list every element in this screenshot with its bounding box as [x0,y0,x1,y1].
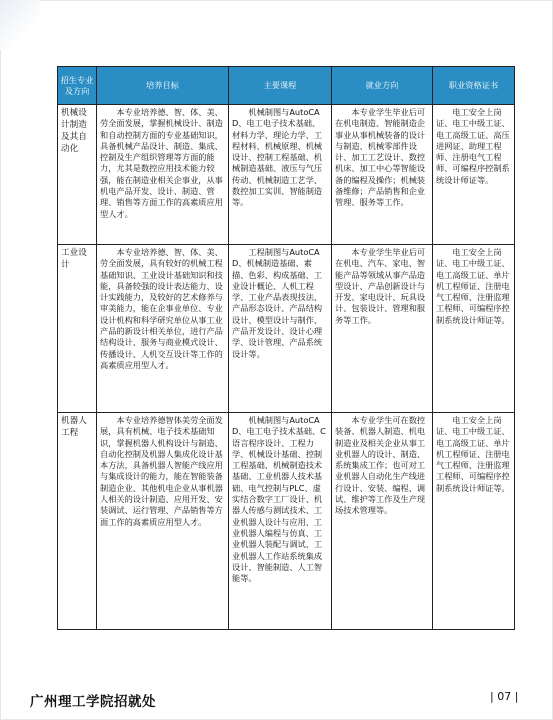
page-number: | 07 | [490,690,519,703]
courses-cell: 工程制图与AutoCAD、机械制造基础、素描、色彩、构成基础、工业设计概论、人机工程学、工业产品表现技法、产品形态设计、产品结构设计、模型设计与制作、产品开发设计、设计心理学、设计管理、产品系统设计等。 [229,245,332,413]
direction-cell: 工业设计 [58,245,97,413]
certificates-cell: 电工安全上岗证、电工中级工证、电工高级工证、单片机工程师证、注册电气工程师、注册监理工程师、可编程序控制系统设计师证等。 [433,413,515,630]
direction-cell: 机械设计制造及其自动化 [58,105,97,245]
table-row [58,105,515,245]
certificates-cell: 电工安全上岗证、电工中级工证、电工高级工证、高压进网证、助理工程师、注册电气工程师、可编程序控制系统设计师证等。 [433,105,515,245]
table-row [58,413,515,630]
courses-cell: 机械制图与AutoCAD、电工电子技术基础、C语言程序设计、工程力学、机械设计基础、控制工程基础、机械制造技术基础、工业机器人技术基础、电气控制与PLC、虚实结合数字工厂设计、机器人传感与测试技术、工业机器人设计与应用、工业机器人编程与仿真、工业机器人装配与调试、工业机器人工作站系统集成设计、智能制造、人工智能等。 [229,413,332,630]
table-row [58,245,515,413]
header-direction: 招生专业及方向 [58,67,97,105]
certificates-cell: 电工安全上岗证、电工中级工证、电工高级工证、单片机工程师证、注册电气工程师、注册监理工程师、可编程序控制系统设计师证等。 [433,245,515,413]
goals-cell: 本专业培养德、智、体、美、劳全面发展，掌握机械设计、制造和自动控制方面的专业基础知识，具备机械产品设计、制造、集成、控制及生产组织管理等方面的能力，尤其是数控应用技术能力较强，能在制造业相关企事业，从事机电产品开发、设计、制造、管理、销售等方面工作的高素质应用型人才。 [97,105,229,245]
program-table [57,66,515,630]
direction-cell: 机器人工程 [58,413,97,630]
header-employment: 就业方向 [332,67,433,105]
header-courses: 主要课程 [229,67,332,105]
courses-cell: 机械制图与AutoCAD、电工电子技术基础、材料力学、理论力学、工程材料、机械原理、机械设计、控制工程基础、机械制造基础、液压与气压传动、机械制造工艺学、数控加工实训、智能制造等。 [229,105,332,245]
goals-cell: 本专业培养德智体美劳全面发展，具有机械、电子技术基础知识，掌握机器人机构设计与制造、自动化控制及机器人集成化设计基本方法，具备机器人智能产线应用与集成设计的能力，能在智能装备制造企业、其他机电企业从事机器人相关的设计制造、应用开发、安装调试、运行管理、产品销售等方面工作的高素质应用型人才。 [97,413,229,630]
table-header-row [58,67,515,105]
employment-cell: 本专业学生可在数控装备、机器人制造、机电制造业及相关企业从事工业机器人的设计、制造、系统集成工作；也可对工业机器人自动化生产线进行设计、安装、编程、调试、维护等工作及生产现场技术管理等。 [332,413,433,630]
corner-decoration [0,0,40,50]
footer-brand: 广州理工学院招就处 [30,694,156,710]
employment-cell: 本专业学生毕业后可在机电、汽车、家电、智能产品等领域从事产品造型设计、产品创新设计与开发、家电设计、玩具设计、包装设计、管理和服务等工作。 [332,245,433,413]
header-goals: 培养目标 [97,67,229,105]
employment-cell: 本专业学生毕业后可在机电制造、智能制造企事业从事机械装备的设计与制造、机械零部件设计、加工工艺设计、数控机床、加工中心等智能设备的编程及操作；机械装备维修；产品销售和企业管理、服务等工作。 [332,105,433,245]
goals-cell: 本专业培养德、智、体、美、劳全面发展，具有较好的机械工程基础知识、工业设计基础知识和技能，具备较强的设计表达能力、设计实践能力，及较好的艺术修养与审美能力，能在企事业单位、专业设计机构和科学研究单位从事工业产品的新设计相关单位，进行产品结构设计、服务与商业模式设计、传播设计、人机交互设计等工作的高素质应用型人才。 [97,245,229,413]
header-certificates: 职业资格证书 [433,67,515,105]
